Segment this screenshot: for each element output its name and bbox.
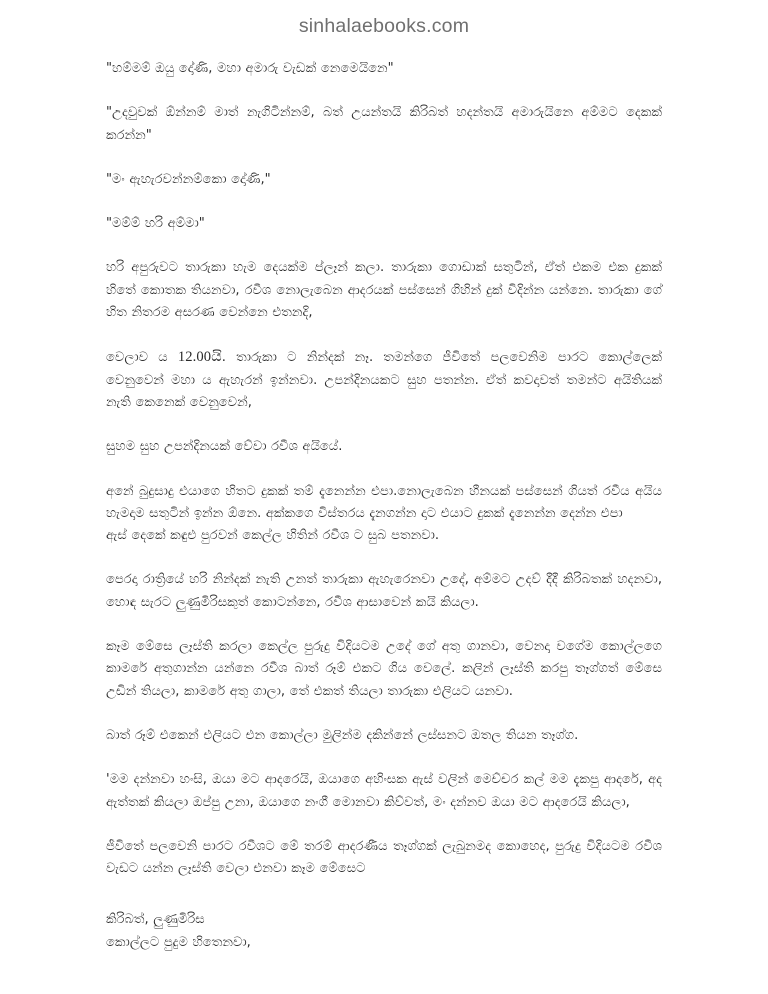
paragraph-spacer	[106, 339, 662, 346]
paragraph-spacer	[106, 629, 662, 636]
paragraph-spacer	[106, 718, 662, 725]
clock-time-value: 12.00යි	[177, 349, 222, 366]
paragraph-closing-line: කොල්ලට පුදුම හිතෙනවා,	[106, 934, 251, 950]
paragraph-spacer	[106, 162, 662, 169]
paragraph-dialogue-3: "මං ඇහැරවන්නම්කො දෝණි,"	[106, 171, 271, 187]
paragraph-spacer	[106, 206, 662, 213]
paragraph-narrative-4: ඇස් දෙකේ කඳුළු පුරවන් කෙල්ල හිතින් රවීශ ට සුබ පතනවා.	[106, 528, 440, 544]
paragraph-spacer	[106, 829, 662, 836]
paragraph-text-before-time: වෙලාව ය	[106, 350, 178, 366]
paragraph-narrative-5: පෙරදා රාත්‍රියේ හරි නින්දක් නැති උනත් තාරුකා ඇහැරෙනවා උදේ, අම්මට උදව් දීදී කිරිබතක් හදනවා, හොඳ සැරට ලුණුමිරිසකුත් කොටන්නෙ, රවීශ ආසාවෙන් කයි කියලා.	[106, 572, 662, 610]
paragraph-spacer	[106, 562, 662, 569]
paragraph-dialogue-5: 'මම දන්නවා හංසි, ඔයා මට ආදරෙයි, ඔයාගෙ අහිංසක ඇස් වලින් මෙච්චර කල් මම දැකපු ආදරේ, අද ඇත්තක් කියලා ඔප්පු උනා, ඔයාගෙ නංගී මොනවා කිව්වත්, මං දන්නව ඔයා මට ආදරෙයි කියලා,	[106, 772, 662, 810]
paragraph-narrative-8: ජීවිතේ පලවෙනි පාරට රවීශට මේ තරම් ආදරණීය තෑග්ගක් ලැබුනමද කොහෙද, පුරුදු විදියටම රවීශ වැඩට යන්න ලෑස්ති වෙලා එනවා කෑම මේසෙට	[106, 838, 662, 877]
site-watermark-header	[0, 0, 768, 52]
paragraph-narrative-3: අනේ බුදුසාදු එයාගෙ හිතට දුකක් තම් දැනෙන්න එපා.නොලැබෙන හීනයක් පස්සෙන් ගියත් රවීය අයිය හැමදාම සතුටින් ඉන්න ඕනෙ. අක්කගෙ විස්තරය දැනගන්න දාට එයාට දුකක් දැනෙන්න දෙන්න එපා	[106, 483, 662, 521]
paragraph-spacer	[106, 895, 662, 909]
paragraph-text-after-time: . තාරුකා ට නින්දක් නෑ. තමන්ගෙ ජීවිතේ පලවෙනිම පාරට කොල්ලෙක් වෙනුවෙන් මහා ය ඇහැරන් ඉන්නවා. උපන්දිනයකට සුහ පතන්න. ඒත් කවදාවත් තමන්ට අයිතියක් නැති කෙනෙක් වෙනුවෙන්,	[106, 350, 662, 410]
paragraph-spacer	[106, 762, 662, 769]
document-text-body	[106, 58, 662, 969]
paragraph-dialogue-2: "උදවුවක් ඕන්නම් මාත් නැගිටින්නම්, බත් උයන්තයි කිරිබත් හදන්තයි අමාරුයිනෙ අම්මට දෙකක් කරන්න"	[106, 105, 662, 143]
paragraph-spacer	[106, 429, 662, 436]
paragraph-spacer	[106, 250, 662, 257]
paragraph-dialogue-1: "හම්මම් ඔයු දෝණි, මහා අමාරු වැඩක් නෙමෙයිනෙ"	[106, 61, 394, 76]
paragraph-narrative-7: බාත් රූම් එකෙන් එලියට එන කොල්ලා මුලින්ම දකින්නේ ලස්සනට ඔතල තියන තෑග්ග.	[106, 727, 579, 743]
paragraph-food-items: කිරිබත්, ලුණුමිරිස	[106, 912, 205, 928]
paragraph-birthday-wish: සුහම සුහ උපන්දිනයක් වේවා රවීශ අයියේ.	[106, 439, 343, 455]
paragraph-dialogue-4: "මම්ම් හරි අම්මා"	[106, 216, 205, 232]
paragraph-narrative-1: හරි අපුරුවට තාරුකා හැම දෙයක්ම ප්ලෑන් කලා. තාරුකා ගොඩාක් සතුටින්, ඒත් එකම එක දුකක් හිතේ කොතක තියනවා, රවීශ නොලැබෙන ආදරයක් පස්සෙන් ගිහින් දුක් විදින්න යන්නෙ. තාරුකා ගේ හිත නිතරම අසරණ වෙන්නෙ එතනදි,	[106, 260, 662, 321]
paragraph-narrative-2	[106, 346, 662, 414]
paragraph-spacer	[106, 474, 662, 481]
paragraph-narrative-6: කෑම මේසෙ ලෑස්ති කරලා කෙල්ල පුරුදු විදියටම උදේ ගේ අතු ගානවා, වෙනදා වගේම කොල්ලගෙ කාමරේ අතුගාන්න යන්නෙ රවීශ බාත් රූම් එකට ගිය වෙලේ. කලින් ලෑස්ති කරපු තෑග්ගත් මේසෙ උඩින් තියලා, කාමරේ අතු ගාලා, තේ එකත් තියලා තාරුකා එලියට යනවා.	[106, 639, 662, 699]
site-name-text: sinhalaebooks.com	[298, 14, 470, 37]
